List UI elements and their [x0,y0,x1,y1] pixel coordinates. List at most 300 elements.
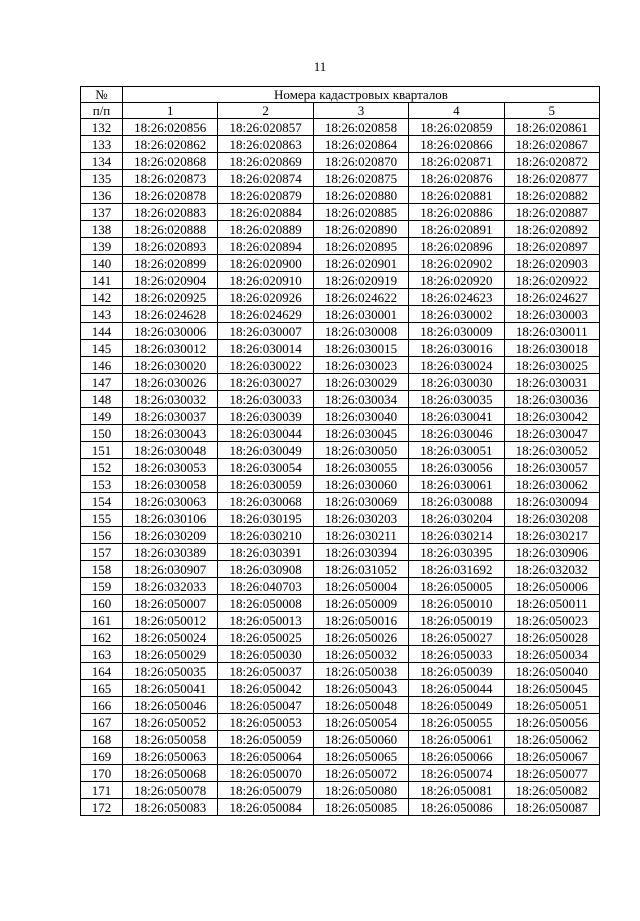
cadastral-number-cell: 18:26:020872 [504,153,599,170]
cadastral-number-cell: 18:26:050084 [218,799,313,816]
cadastral-number-cell: 18:26:020884 [218,204,313,221]
table-row [81,357,600,374]
row-number: 169 [81,748,123,765]
cadastral-number-cell: 18:26:020901 [313,255,408,272]
cadastral-number-cell: 18:26:030061 [409,476,504,493]
cadastral-number-cell: 18:26:020870 [313,153,408,170]
column-header-3: 3 [313,103,408,119]
cadastral-number-cell: 18:26:020926 [218,289,313,306]
cadastral-number-cell: 18:26:030051 [409,442,504,459]
table-row [81,697,600,714]
column-header-2: 2 [218,103,313,119]
cadastral-number-cell: 18:26:030032 [123,391,218,408]
cadastral-number-cell: 18:26:031692 [409,561,504,578]
cadastral-number-cell: 18:26:020890 [313,221,408,238]
cadastral-number-cell: 18:26:050068 [123,765,218,782]
row-number: 162 [81,629,123,646]
row-number: 171 [81,782,123,799]
table-row [81,340,600,357]
cadastral-number-cell: 18:26:030011 [504,323,599,340]
cadastral-number-cell: 18:26:050033 [409,646,504,663]
cadastral-number-cell: 18:26:050053 [218,714,313,731]
cadastral-number-cell: 18:26:024628 [123,306,218,323]
cadastral-number-cell: 18:26:030394 [313,544,408,561]
row-number: 147 [81,374,123,391]
cadastral-number-cell: 18:26:020874 [218,170,313,187]
cadastral-number-cell: 18:26:032033 [123,578,218,595]
row-number: 143 [81,306,123,323]
cadastral-quarters-table [80,86,600,816]
table-row [81,306,600,323]
row-number: 135 [81,170,123,187]
cadastral-number-cell: 18:26:020861 [504,119,599,136]
cadastral-number-cell: 18:26:030094 [504,493,599,510]
cadastral-number-cell: 18:26:030060 [313,476,408,493]
row-number: 136 [81,187,123,204]
cadastral-number-cell: 18:26:020897 [504,238,599,255]
cadastral-number-cell: 18:26:030042 [504,408,599,425]
table-row [81,782,600,799]
cadastral-number-cell: 18:26:050023 [504,612,599,629]
cadastral-number-cell: 18:26:031052 [313,561,408,578]
row-number: 142 [81,289,123,306]
cadastral-number-cell: 18:26:020859 [409,119,504,136]
cadastral-number-cell: 18:26:050029 [123,646,218,663]
cadastral-number-cell: 18:26:030029 [313,374,408,391]
row-number: 151 [81,442,123,459]
cadastral-number-cell: 18:26:050083 [123,799,218,816]
table-row [81,799,600,816]
cadastral-number-cell: 18:26:030020 [123,357,218,374]
cadastral-number-cell: 18:26:030052 [504,442,599,459]
cadastral-number-cell: 18:26:050030 [218,646,313,663]
row-number: 145 [81,340,123,357]
table-row [81,765,600,782]
cadastral-number-cell: 18:26:030030 [409,374,504,391]
cadastral-number-cell: 18:26:050078 [123,782,218,799]
cadastral-number-cell: 18:26:050024 [123,629,218,646]
cadastral-number-cell: 18:26:050027 [409,629,504,646]
table-row [81,187,600,204]
cadastral-number-cell: 18:26:020904 [123,272,218,289]
cadastral-number-cell: 18:26:020891 [409,221,504,238]
cadastral-number-cell: 18:26:030203 [313,510,408,527]
cadastral-number-cell: 18:26:020876 [409,170,504,187]
cadastral-number-cell: 18:26:050063 [123,748,218,765]
cadastral-number-cell: 18:26:020878 [123,187,218,204]
row-number: 157 [81,544,123,561]
cadastral-number-cell: 18:26:024623 [409,289,504,306]
cadastral-number-cell: 18:26:020880 [313,187,408,204]
cadastral-number-cell: 18:26:050070 [218,765,313,782]
cadastral-number-cell: 18:26:050028 [504,629,599,646]
cadastral-number-cell: 18:26:020894 [218,238,313,255]
cadastral-number-cell: 18:26:030036 [504,391,599,408]
table-row [81,153,600,170]
cadastral-number-cell: 18:26:020869 [218,153,313,170]
cadastral-number-cell: 18:26:050004 [313,578,408,595]
cadastral-number-cell: 18:26:050043 [313,680,408,697]
cadastral-number-cell: 18:26:020903 [504,255,599,272]
cadastral-number-cell: 18:26:020902 [409,255,504,272]
row-number: 134 [81,153,123,170]
cadastral-number-cell: 18:26:030037 [123,408,218,425]
cadastral-number-cell: 18:26:020922 [504,272,599,289]
cadastral-number-cell: 18:26:050067 [504,748,599,765]
cadastral-number-cell: 18:26:030006 [123,323,218,340]
cadastral-number-cell: 18:26:050005 [409,578,504,595]
cadastral-number-cell: 18:26:050041 [123,680,218,697]
cadastral-number-cell: 18:26:050026 [313,629,408,646]
cadastral-number-cell: 18:26:050080 [313,782,408,799]
row-number: 149 [81,408,123,425]
cadastral-number-cell: 18:26:050059 [218,731,313,748]
cadastral-number-cell: 18:26:020900 [218,255,313,272]
cadastral-number-cell: 18:26:030014 [218,340,313,357]
table-row [81,680,600,697]
cadastral-number-cell: 18:26:050040 [504,663,599,680]
table-row [81,221,600,238]
cadastral-number-cell: 18:26:030210 [218,527,313,544]
table-row [81,272,600,289]
cadastral-number-cell: 18:26:020867 [504,136,599,153]
cadastral-number-cell: 18:26:030002 [409,306,504,323]
table-row [81,425,600,442]
cadastral-number-cell: 18:26:030027 [218,374,313,391]
cadastral-number-cell: 18:26:030007 [218,323,313,340]
cadastral-number-cell: 18:26:050037 [218,663,313,680]
table-row [81,408,600,425]
cadastral-number-cell: 18:26:030009 [409,323,504,340]
table-row [81,459,600,476]
cadastral-number-cell: 18:26:050081 [409,782,504,799]
cadastral-number-cell: 18:26:030062 [504,476,599,493]
row-number: 158 [81,561,123,578]
cadastral-number-cell: 18:26:030907 [123,561,218,578]
cadastral-number-cell: 18:26:050047 [218,697,313,714]
cadastral-number-cell: 18:26:050055 [409,714,504,731]
row-number: 165 [81,680,123,697]
table-row [81,646,600,663]
cadastral-number-cell: 18:26:050052 [123,714,218,731]
cadastral-number-cell: 18:26:050035 [123,663,218,680]
cadastral-number-cell: 18:26:030025 [504,357,599,374]
cadastral-number-cell: 18:26:030015 [313,340,408,357]
cadastral-number-cell: 18:26:030022 [218,357,313,374]
header-group-title: Номера кадастровых кварталов [123,87,600,103]
cadastral-number-cell: 18:26:024622 [313,289,408,306]
table-row [81,714,600,731]
column-header-4: 4 [409,103,504,119]
cadastral-number-cell: 18:26:030106 [123,510,218,527]
cadastral-number-cell: 18:26:050011 [504,595,599,612]
cadastral-number-cell: 18:26:020899 [123,255,218,272]
cadastral-number-cell: 18:26:030050 [313,442,408,459]
table-row [81,391,600,408]
cadastral-number-cell: 18:26:050064 [218,748,313,765]
row-number: 148 [81,391,123,408]
row-number: 170 [81,765,123,782]
cadastral-number-cell: 18:26:020881 [409,187,504,204]
cadastral-number-cell: 18:26:020896 [409,238,504,255]
cadastral-number-cell: 18:26:030018 [504,340,599,357]
row-number: 138 [81,221,123,238]
cadastral-number-cell: 18:26:050087 [504,799,599,816]
cadastral-number-cell: 18:26:050051 [504,697,599,714]
cadastral-number-cell: 18:26:030059 [218,476,313,493]
cadastral-number-cell: 18:26:050085 [313,799,408,816]
cadastral-number-cell: 18:26:030043 [123,425,218,442]
row-number: 139 [81,238,123,255]
cadastral-number-cell: 18:26:030044 [218,425,313,442]
cadastral-number-cell: 18:26:020920 [409,272,504,289]
row-number: 152 [81,459,123,476]
cadastral-number-cell: 18:26:050077 [504,765,599,782]
cadastral-number-cell: 18:26:050082 [504,782,599,799]
cadastral-number-cell: 18:26:050061 [409,731,504,748]
cadastral-number-cell: 18:26:050086 [409,799,504,816]
table-row [81,510,600,527]
cadastral-number-cell: 18:26:050008 [218,595,313,612]
cadastral-number-cell: 18:26:030391 [218,544,313,561]
cadastral-number-cell: 18:26:040703 [218,578,313,595]
cadastral-number-cell: 18:26:050042 [218,680,313,697]
cadastral-number-cell: 18:26:030045 [313,425,408,442]
table-row [81,323,600,340]
table-row [81,493,600,510]
cadastral-number-cell: 18:26:030088 [409,493,504,510]
row-number: 141 [81,272,123,289]
cadastral-number-cell: 18:26:030031 [504,374,599,391]
table-row [81,595,600,612]
cadastral-number-cell: 18:26:020895 [313,238,408,255]
cadastral-number-cell: 18:26:020879 [218,187,313,204]
cadastral-number-cell: 18:26:030395 [409,544,504,561]
table-row [81,476,600,493]
cadastral-number-cell: 18:26:032032 [504,561,599,578]
cadastral-number-cell: 18:26:030023 [313,357,408,374]
cadastral-number-cell: 18:26:030389 [123,544,218,561]
cadastral-number-cell: 18:26:020862 [123,136,218,153]
cadastral-number-cell: 18:26:020886 [409,204,504,221]
cadastral-number-cell: 18:26:050062 [504,731,599,748]
table-row [81,442,600,459]
row-number: 150 [81,425,123,442]
table-row [81,527,600,544]
row-number: 156 [81,527,123,544]
row-number: 132 [81,119,123,136]
cadastral-number-cell: 18:26:030024 [409,357,504,374]
cadastral-number-cell: 18:26:020919 [313,272,408,289]
cadastral-number-cell: 18:26:050066 [409,748,504,765]
row-number: 166 [81,697,123,714]
table-row [81,136,600,153]
row-number: 140 [81,255,123,272]
table-row [81,119,600,136]
table-header [81,87,600,119]
cadastral-number-cell: 18:26:030041 [409,408,504,425]
cadastral-number-cell: 18:26:020863 [218,136,313,153]
table-row [81,374,600,391]
cadastral-number-cell: 18:26:030204 [409,510,504,527]
cadastral-number-cell: 18:26:030208 [504,510,599,527]
cadastral-number-cell: 18:26:050065 [313,748,408,765]
cadastral-number-cell: 18:26:030034 [313,391,408,408]
column-header-1: 1 [123,103,218,119]
cadastral-number-cell: 18:26:030035 [409,391,504,408]
cadastral-number-cell: 18:26:020893 [123,238,218,255]
table-row [81,629,600,646]
cadastral-number-cell: 18:26:030069 [313,493,408,510]
cadastral-number-cell: 18:26:024629 [218,306,313,323]
cadastral-number-cell: 18:26:050079 [218,782,313,799]
cadastral-number-cell: 18:26:050034 [504,646,599,663]
cadastral-number-cell: 18:26:020888 [123,221,218,238]
row-number: 172 [81,799,123,816]
row-number: 160 [81,595,123,612]
cadastral-number-cell: 18:26:050010 [409,595,504,612]
cadastral-number-cell: 18:26:030048 [123,442,218,459]
cadastral-number-cell: 18:26:020885 [313,204,408,221]
cadastral-number-cell: 18:26:030001 [313,306,408,323]
row-number: 154 [81,493,123,510]
cadastral-number-cell: 18:26:030049 [218,442,313,459]
cadastral-number-cell: 18:26:050025 [218,629,313,646]
cadastral-number-cell: 18:26:020868 [123,153,218,170]
cadastral-number-cell: 18:26:030906 [504,544,599,561]
cadastral-number-cell: 18:26:030211 [313,527,408,544]
cadastral-number-cell: 18:26:050046 [123,697,218,714]
row-number: 164 [81,663,123,680]
cadastral-number-cell: 18:26:030058 [123,476,218,493]
cadastral-number-cell: 18:26:050038 [313,663,408,680]
cadastral-number-cell: 18:26:030047 [504,425,599,442]
cadastral-number-cell: 18:26:030054 [218,459,313,476]
row-number: 153 [81,476,123,493]
header-subrow [81,103,600,119]
table-row [81,204,600,221]
cadastral-number-cell: 18:26:020889 [218,221,313,238]
header-row [81,87,600,103]
cadastral-number-cell: 18:26:050054 [313,714,408,731]
cadastral-number-cell: 18:26:030217 [504,527,599,544]
cadastral-number-cell: 18:26:030016 [409,340,504,357]
page-number: 11 [313,59,327,74]
cadastral-number-cell: 18:26:020877 [504,170,599,187]
table-row [81,255,600,272]
cadastral-number-cell: 18:26:050048 [313,697,408,714]
cadastral-number-cell: 18:26:050072 [313,765,408,782]
cadastral-number-cell: 18:26:030055 [313,459,408,476]
cadastral-number-cell: 18:26:050074 [409,765,504,782]
table-row [81,731,600,748]
cadastral-number-cell: 18:26:020882 [504,187,599,204]
cadastral-number-cell: 18:26:020866 [409,136,504,153]
cadastral-number-cell: 18:26:024627 [504,289,599,306]
cadastral-number-cell: 18:26:030063 [123,493,218,510]
row-number: 159 [81,578,123,595]
table-row [81,544,600,561]
column-header-5: 5 [504,103,599,119]
row-number: 168 [81,731,123,748]
cadastral-number-cell: 18:26:030908 [218,561,313,578]
cadastral-number-cell: 18:26:030008 [313,323,408,340]
cadastral-number-cell: 18:26:050032 [313,646,408,663]
cadastral-number-cell: 18:26:020910 [218,272,313,289]
cadastral-number-cell: 18:26:050006 [504,578,599,595]
cadastral-number-cell: 18:26:050049 [409,697,504,714]
table-row [81,578,600,595]
header-number-abbr: п/п [81,103,123,119]
cadastral-number-cell: 18:26:020875 [313,170,408,187]
cadastral-number-cell: 18:26:050013 [218,612,313,629]
table-row [81,663,600,680]
cadastral-number-cell: 18:26:020883 [123,204,218,221]
cadastral-number-cell: 18:26:020892 [504,221,599,238]
cadastral-number-cell: 18:26:030046 [409,425,504,442]
cadastral-number-cell: 18:26:050056 [504,714,599,731]
cadastral-number-cell: 18:26:030068 [218,493,313,510]
row-number: 133 [81,136,123,153]
cadastral-number-cell: 18:26:030057 [504,459,599,476]
cadastral-number-cell: 18:26:030003 [504,306,599,323]
table-row [81,748,600,765]
cadastral-number-cell: 18:26:050007 [123,595,218,612]
table-row [81,289,600,306]
row-number: 144 [81,323,123,340]
row-number: 155 [81,510,123,527]
cadastral-number-cell: 18:26:020925 [123,289,218,306]
cadastral-number-cell: 18:26:050045 [504,680,599,697]
cadastral-number-cell: 18:26:050044 [409,680,504,697]
table-row [81,238,600,255]
cadastral-number-cell: 18:26:030053 [123,459,218,476]
cadastral-number-cell: 18:26:030056 [409,459,504,476]
cadastral-number-cell: 18:26:030012 [123,340,218,357]
cadastral-number-cell: 18:26:030039 [218,408,313,425]
cadastral-number-cell: 18:26:050016 [313,612,408,629]
cadastral-number-cell: 18:26:030209 [123,527,218,544]
cadastral-number-cell: 18:26:050058 [123,731,218,748]
cadastral-number-cell: 18:26:050060 [313,731,408,748]
cadastral-number-cell: 18:26:050019 [409,612,504,629]
cadastral-number-cell: 18:26:050039 [409,663,504,680]
cadastral-number-cell: 18:26:030033 [218,391,313,408]
header-number: № [81,87,123,103]
table-body [81,119,600,816]
cadastral-number-cell: 18:26:020887 [504,204,599,221]
cadastral-number-cell: 18:26:020873 [123,170,218,187]
cadastral-number-cell: 18:26:030195 [218,510,313,527]
table-row [81,612,600,629]
table-row [81,561,600,578]
cadastral-number-cell: 18:26:020871 [409,153,504,170]
cadastral-number-cell: 18:26:020857 [218,119,313,136]
cadastral-number-cell: 18:26:030214 [409,527,504,544]
cadastral-number-cell: 18:26:020864 [313,136,408,153]
table-row [81,170,600,187]
cadastral-number-cell: 18:26:020856 [123,119,218,136]
row-number: 137 [81,204,123,221]
cadastral-number-cell: 18:26:030026 [123,374,218,391]
cadastral-number-cell: 18:26:030040 [313,408,408,425]
cadastral-number-cell: 18:26:050009 [313,595,408,612]
cadastral-number-cell: 18:26:050012 [123,612,218,629]
row-number: 146 [81,357,123,374]
row-number: 161 [81,612,123,629]
row-number: 163 [81,646,123,663]
row-number: 167 [81,714,123,731]
